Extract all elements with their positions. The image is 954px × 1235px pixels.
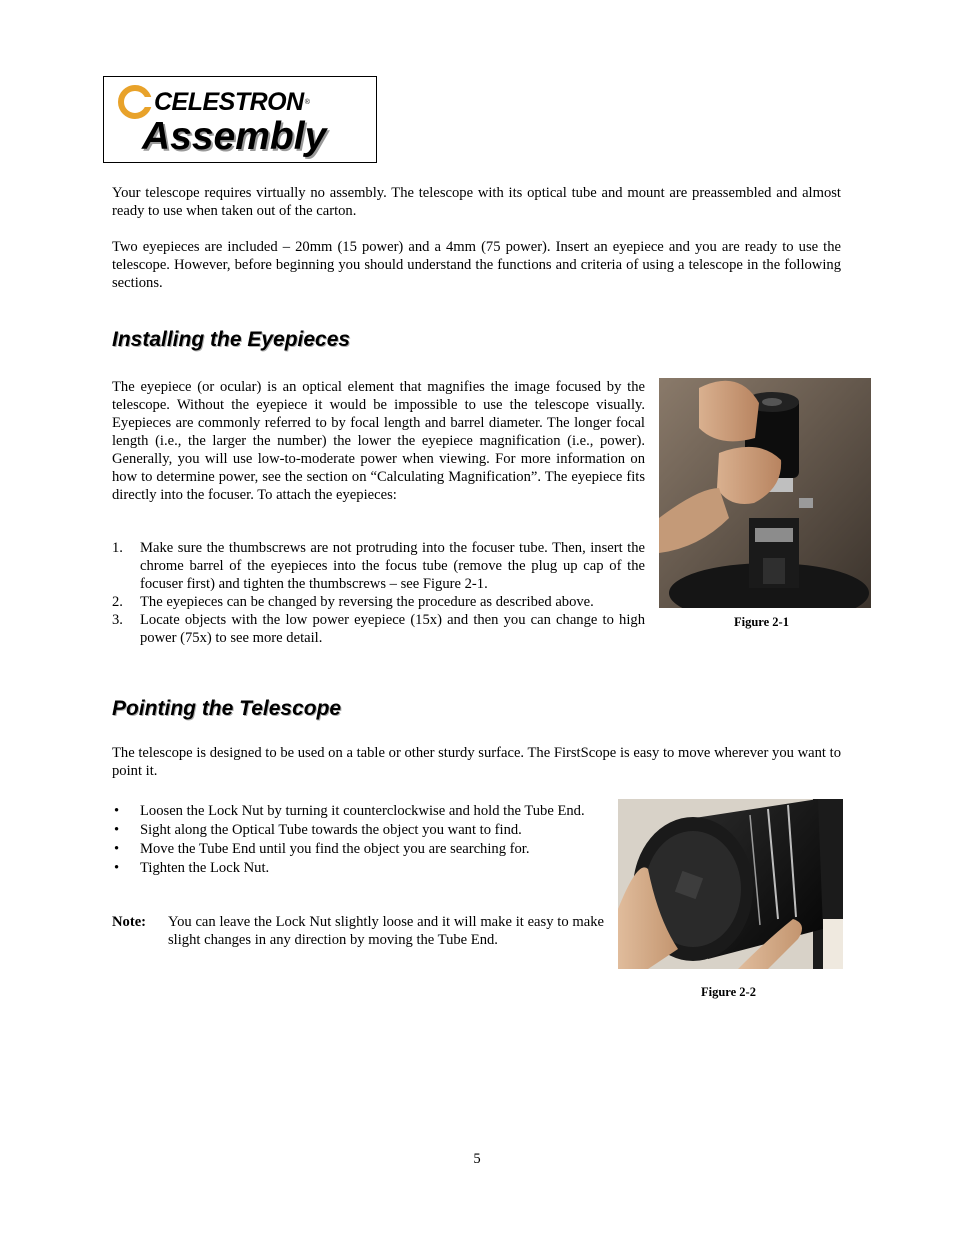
list-item: 3. Locate objects with the low power eyepiece (15x) and then you can change to high power (75x) to see more detail. (112, 612, 645, 646)
intro-paragraph-2: Two eyepieces are included – 20mm (15 power) and a 4mm (75 power). Insert an eyepiece and you are ready to use the telescope. However, before beginning you should understand the functions and criteria of using a telescope in the following sections. (112, 239, 841, 291)
figure-2-1-caption: Figure 2-1 (734, 615, 789, 629)
list-item: • Sight along the Optical Tube towards the object you want to find. (114, 822, 522, 838)
eyepiece-description-paragraph: The eyepiece (or ocular) is an optical element that magnifies the image focused by the telescope. Without the eyepiece it would be impossible to use the telescope visually. Eyepieces are commonly referred to by focal length and barrel diameter. The longer focal length (i.e., the larger the number) the lower the eyepiece magnification (i.e., power). Generally, you will use low-to-moderate power when viewing. For more information on how to determine power, see the section on “Calculating Magnification”. The eyepiece fits directly into the focuser. To attach the eyepieces: (112, 379, 645, 503)
figure-2-2-photo (618, 799, 843, 969)
note-label: Note: (112, 914, 147, 930)
list-item: • Tighten the Lock Nut. (114, 860, 270, 876)
list-item: • Move the Tube End until you find the object you are searching for. (114, 841, 530, 857)
eyepiece-photo-illustration (659, 378, 871, 608)
page-title: Assembly (142, 115, 327, 158)
figure-2-1-photo (659, 378, 871, 608)
brand-name: CELESTRON (154, 87, 304, 116)
registered-mark-icon: ® (304, 98, 310, 106)
list-item: 2. The eyepieces can be changed by reversing the procedure as described above. (112, 594, 594, 610)
note-text: You can leave the Lock Nut slightly loose and it will make it easy to make slight changes in any direction by moving the Tube End. (168, 914, 604, 948)
list-item: • Loosen the Lock Nut by turning it counterclockwise and hold the Tube End. (114, 803, 585, 819)
celestron-swoosh-icon (118, 85, 152, 119)
intro-paragraph-1: Your telescope requires virtually no assembly. The telescope with its optical tube and mount are preassembled and almost ready to use when taken out of the carton. (112, 185, 841, 219)
page-number: 5 (473, 1151, 481, 1167)
header-logo-box (103, 76, 377, 163)
section-heading-installing-eyepieces: Installing the Eyepieces (112, 328, 351, 351)
pointing-steps-list (112, 802, 604, 878)
tube-end-photo-illustration (618, 799, 843, 969)
eyepiece-steps-list (112, 539, 645, 647)
list-item: 1. Make sure the thumbscrews are not protruding into the focuser tube. Then, insert the chrome barrel of the eyepieces into the focus tube (remove the plug up cap of the focuser first) and tighten the thumbscrews – see Figure 2-1. (112, 540, 645, 592)
pointing-description-paragraph: The telescope is designed to be used on a table or other sturdy surface. The FirstScope is easy to move wherever you want to point it. (112, 745, 841, 779)
section-heading-pointing-telescope: Pointing the Telescope (112, 697, 342, 720)
figure-2-2-caption: Figure 2-2 (701, 985, 756, 999)
